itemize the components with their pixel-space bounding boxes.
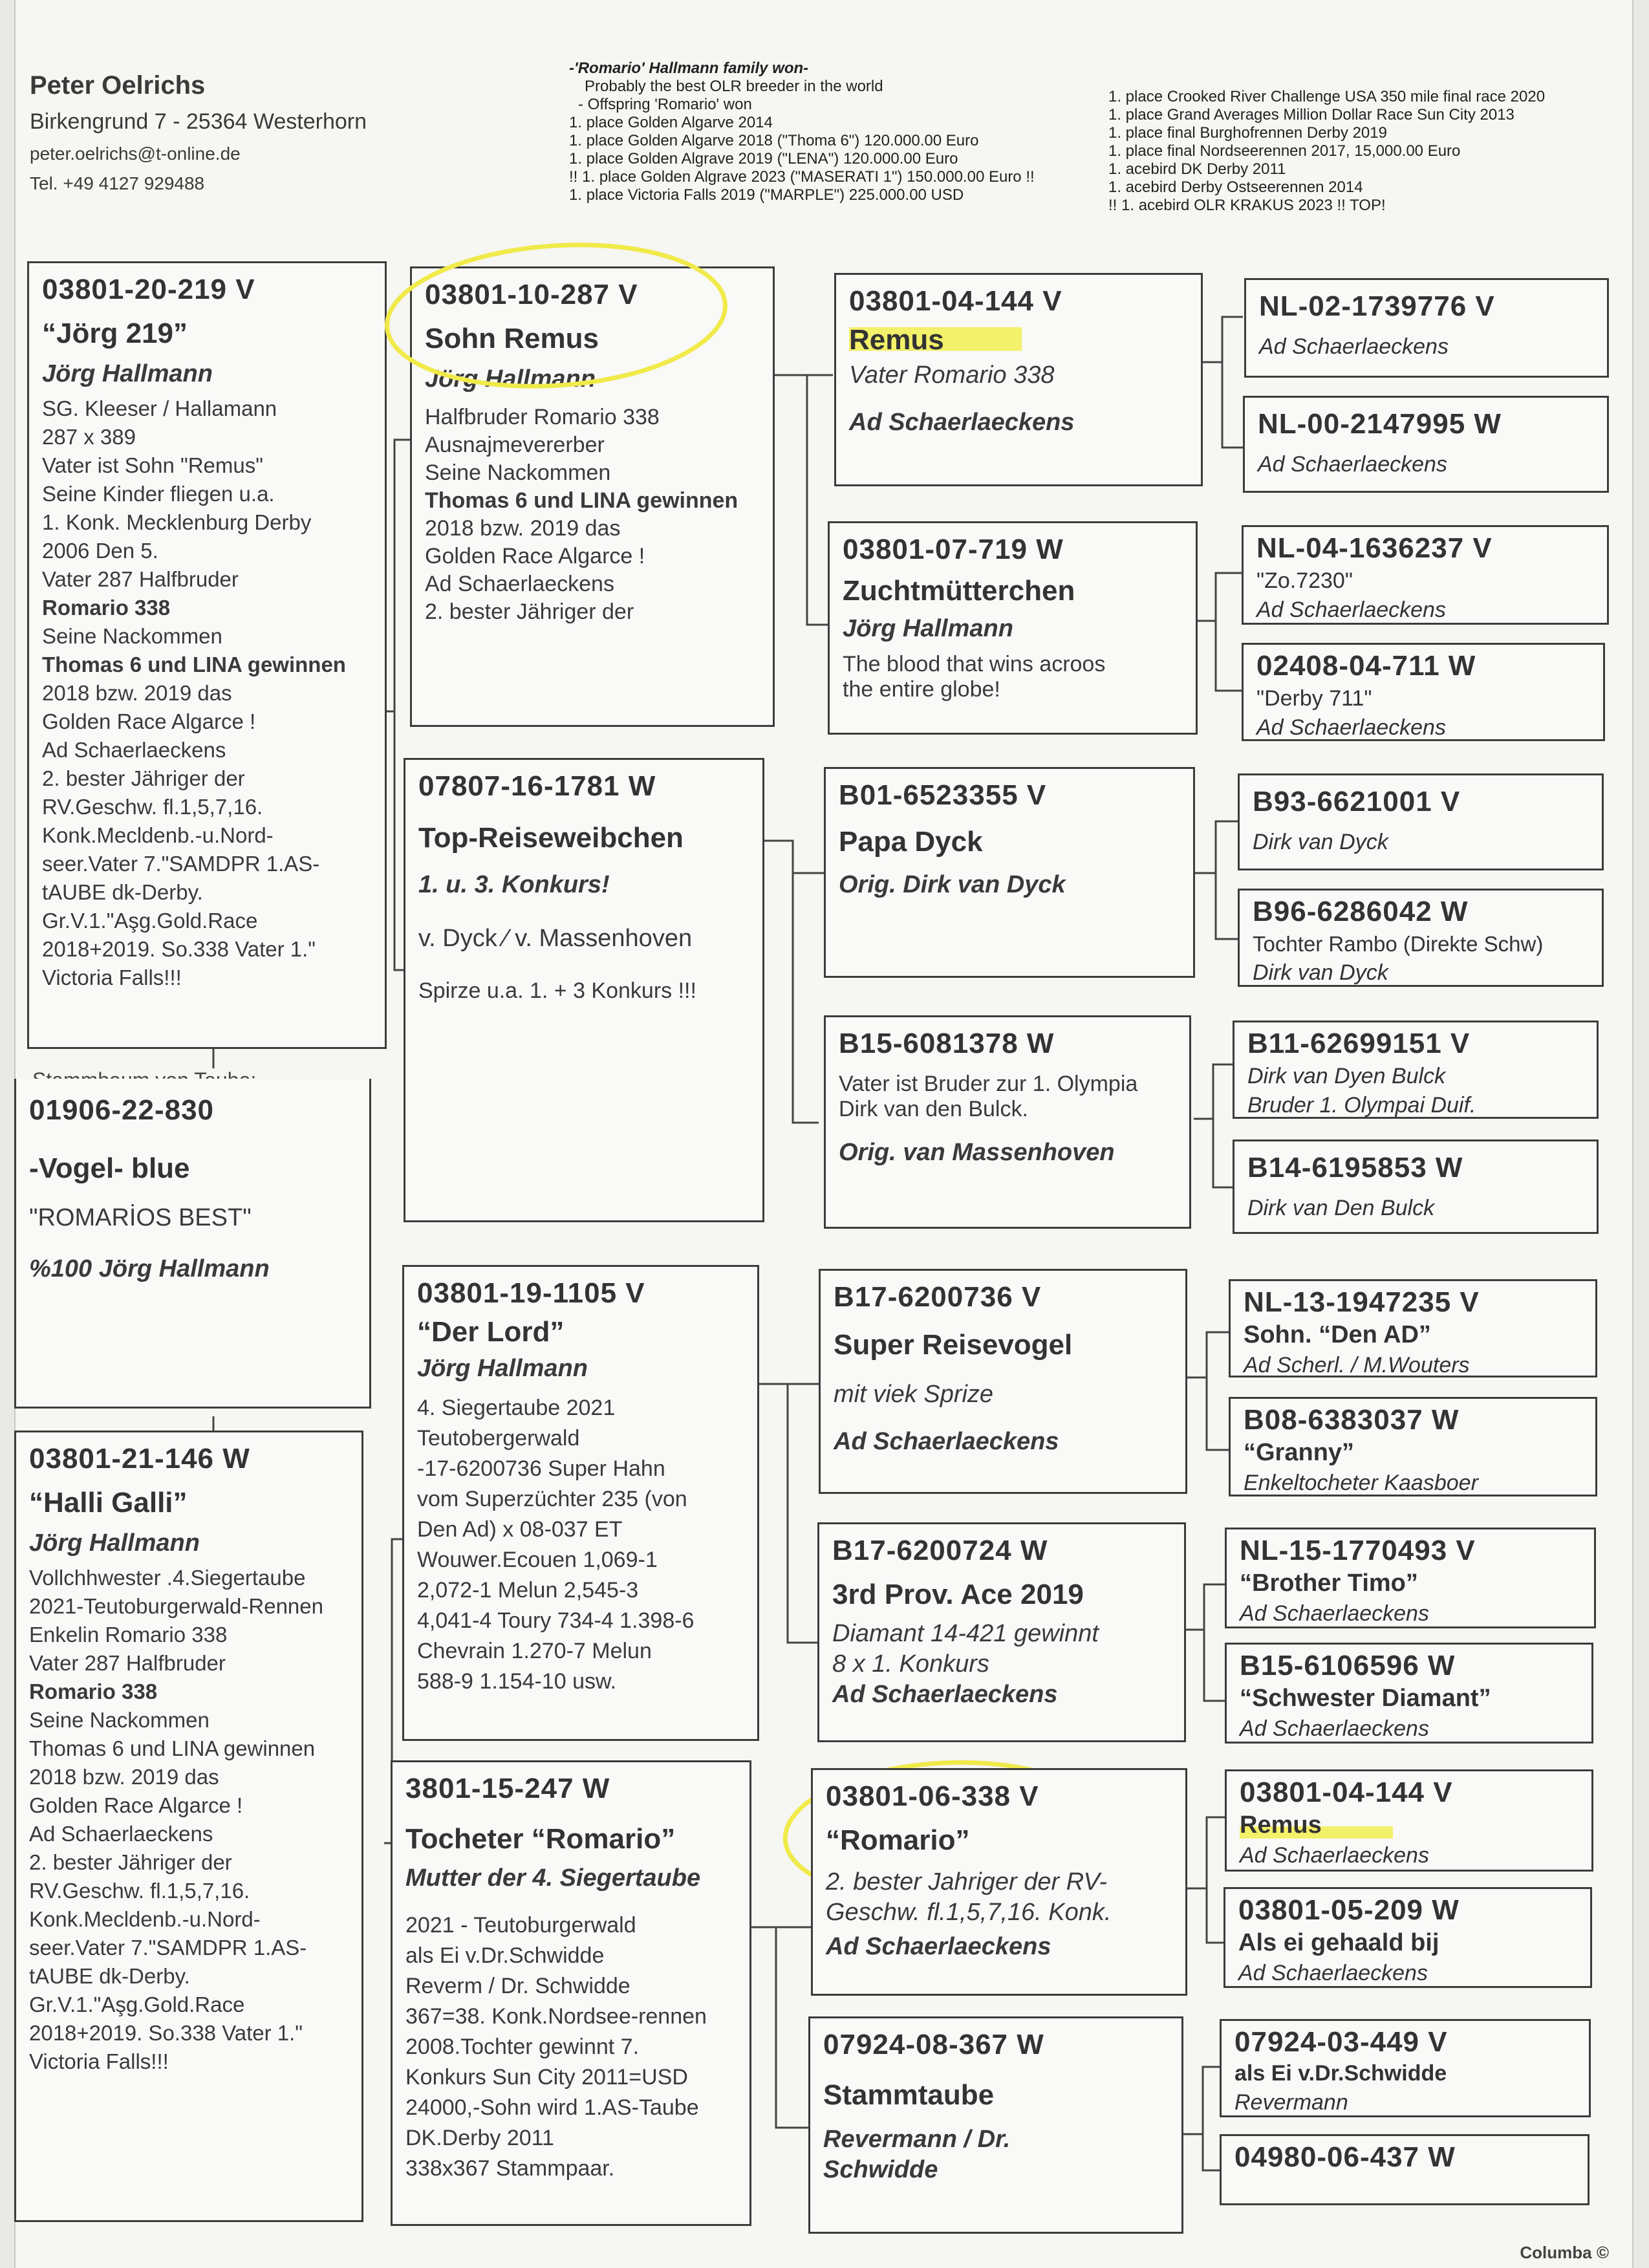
notes-center-line: 1. place Golden Algarve 2014 bbox=[569, 114, 773, 131]
great-grandparent-box bbox=[1223, 1887, 1592, 1988]
note-line: The blood that wins acroos bbox=[843, 652, 1106, 676]
great-grandparent-box bbox=[1229, 1397, 1597, 1496]
ring-number: 03801-19-1105 V bbox=[417, 1277, 645, 1309]
notes-right-line: 1. place final Burghofrennen Derby 2019 bbox=[1108, 124, 1387, 142]
grandparent-box bbox=[808, 2016, 1183, 2234]
ring-number: NL-13-1947235 V bbox=[1244, 1286, 1480, 1318]
note-line: “Brother Timo” bbox=[1240, 1570, 1418, 1597]
great-grandparent-box bbox=[1225, 1769, 1593, 1872]
note-line: Vater Romario 338 bbox=[849, 362, 1055, 389]
great-grandparent-box bbox=[1243, 396, 1609, 493]
ring-number: B17-6200736 V bbox=[834, 1281, 1042, 1313]
great-grandparent-box bbox=[1238, 773, 1604, 870]
breeder-name: Jörg Hallmann bbox=[417, 1355, 588, 1382]
dam-sire-description: 4. Siegertaube 2021 Teutobergerwald -17-6200736 Super Hahn vom Superzüchter 235 (von Den Ad) x 08-037 ET Wouwer.Ecouen 1,069-1 2,072-1 Melun 2,545-3 4,041-4 Toury 734-4 1.398-6 Chevrain 1.270-7 Melun 588-9 1.154-10 usw. bbox=[417, 1396, 695, 1694]
pigeon-name: Super Reisevogel bbox=[834, 1329, 1073, 1361]
note-line: als Ei v.Dr.Schwidde bbox=[1234, 2061, 1447, 2086]
breeder-name: Ad Schaerlaeckens bbox=[1258, 452, 1447, 477]
ring-number: 04980-06-437 W bbox=[1234, 2141, 1456, 2173]
grandparent-box bbox=[834, 273, 1203, 486]
notes-right-line: 1. place Crooked River Challenge USA 350 mile final race 2020 bbox=[1108, 88, 1546, 105]
note-line: Geschw. fl.1,5,7,16. Konk. bbox=[826, 1899, 1112, 1926]
pigeon-name: “Jörg 219” bbox=[42, 318, 188, 349]
notes-right-line: 1. place final Nordseerennen 2017, 15,000.00 Euro bbox=[1108, 142, 1461, 160]
subject-subtitle: "ROMARİOS BEST" bbox=[29, 1204, 252, 1231]
ring-number: 03801-20-219 V bbox=[42, 274, 255, 305]
note-line: "Derby 711" bbox=[1256, 686, 1372, 711]
notes-center-line: - Offspring 'Romario' won bbox=[578, 96, 752, 113]
pigeon-name: Sohn Remus bbox=[425, 323, 599, 354]
ring-number: NL-00-2147995 W bbox=[1258, 408, 1502, 440]
breeder-name: Ad Schaerlaeckens bbox=[1240, 1716, 1429, 1741]
owner-name: Peter Oelrichs bbox=[30, 71, 206, 100]
owner-phone: Tel. +49 4127 929488 bbox=[30, 173, 205, 193]
breeder-name: Ad Schaerlaeckens bbox=[832, 1681, 1058, 1708]
ring-number: B11-62699151 V bbox=[1247, 1028, 1471, 1059]
great-grandparent-box bbox=[1233, 1021, 1599, 1119]
note-line: 8 x 1. Konkurs bbox=[832, 1650, 989, 1678]
ring-number: 07924-03-449 V bbox=[1234, 2026, 1448, 2058]
notes-center-line: 1. place Victoria Falls 2019 ("MARPLE") 225.000.00 USD bbox=[569, 186, 964, 204]
ring-number: 03801-21-146 W bbox=[29, 1443, 250, 1474]
breeder-name: Ad Schaerlaeckens bbox=[1238, 1961, 1428, 1985]
grandparent-box bbox=[811, 1768, 1187, 1996]
great-grandparent-box bbox=[1242, 643, 1605, 741]
note-line: mit viek Sprize bbox=[834, 1381, 994, 1408]
note-line: Diamant 14-421 gewinnt bbox=[832, 1620, 1099, 1647]
grandparent-box bbox=[824, 1015, 1191, 1229]
pigeon-name: 3rd Prov. Ace 2019 bbox=[832, 1579, 1084, 1610]
great-grandparent-box bbox=[1225, 1643, 1593, 1744]
note-line: "Zo.7230" bbox=[1256, 568, 1353, 593]
breeder-name: Schwidde bbox=[823, 2156, 938, 2183]
great-grandparent-box bbox=[1229, 1279, 1597, 1377]
ring-number: B93-6621001 V bbox=[1253, 786, 1461, 817]
breeder-name: Ad Schaerlaeckens bbox=[1240, 1843, 1429, 1868]
sire-description: Halfbruder Romario 338 Ausnajmevererber Seine Nackommen Thomas 6 und LINA gewinnen 2018 bzw. 2019 das Golden Race Algarce ! Ad Schaerlaeckens 2. bester Jähriger der bbox=[425, 405, 738, 624]
note-line: Tochter Rambo (Direkte Schw) bbox=[1253, 932, 1544, 956]
notes-right-line: 1. place Grand Averages Million Dollar Race Sun City 2013 bbox=[1108, 106, 1514, 124]
great-grandparent-box bbox=[1225, 1528, 1596, 1628]
note-line: Vater ist Bruder zur 1. Olympia bbox=[839, 1072, 1138, 1096]
ring-number: 03801-10-287 V bbox=[425, 279, 638, 310]
ring-number: 07924-08-367 W bbox=[823, 2029, 1044, 2060]
pigeon-name: Remus bbox=[1240, 1811, 1393, 1839]
breeder-name: Dirk van Dyck bbox=[1253, 830, 1388, 854]
pigeon-name: “Romario” bbox=[826, 1824, 970, 1856]
owner-address: Birkengrund 7 - 25364 Westerhorn bbox=[30, 109, 367, 134]
great-grandparent-box bbox=[1242, 525, 1609, 625]
note-line: Als ei gehaald bij bbox=[1238, 1929, 1439, 1956]
ring-number: 3801-15-247 W bbox=[405, 1773, 610, 1804]
ring-number: 07807-16-1781 W bbox=[418, 770, 656, 802]
note-line: Enkeltocheter Kaasboer bbox=[1244, 1471, 1478, 1495]
breeder-name: Jörg Hallmann bbox=[843, 615, 1013, 642]
dam-dam-description: 2021 - Teutoburgerwald als Ei v.Dr.Schwidde Reverm / Dr. Schwidde 367=38. Konk.Nordsee-rennen 2008.Tochter gewinnt 7. Konkurs Sun City 2011=USD 24000,-Sohn wird 1.AS-Taube DK.Derby 2011 338x367 Stammpaar. bbox=[405, 1913, 707, 2181]
notes-center-line: !! 1. place Golden Algrave 2023 ("MASERATI 1") 150.000.00 Euro !! bbox=[569, 168, 1035, 186]
owner-email: peter.oelrichs@t-online.de bbox=[30, 144, 241, 164]
note-line: Bruder 1. Olympai Duif. bbox=[1247, 1093, 1476, 1118]
ring-number: NL-15-1770493 V bbox=[1240, 1535, 1476, 1566]
breeder-name: Dirk van Dyck bbox=[1253, 960, 1388, 985]
grandparent-box bbox=[819, 1269, 1187, 1494]
notes-center-line: 1. place Golden Algrave 2019 ("LENA") 120.000.00 Euro bbox=[569, 150, 958, 167]
ring-number: B08-6383037 W bbox=[1244, 1404, 1460, 1436]
pigeon-name: Papa Dyck bbox=[839, 826, 983, 858]
note-line: Dirk van den Bulck. bbox=[839, 1097, 1028, 1121]
note-line: Dirk van Dyen Bulck bbox=[1247, 1064, 1446, 1088]
great-grandparent-box bbox=[1233, 1139, 1599, 1234]
pigeon-name: Zuchtmütterchen bbox=[843, 575, 1075, 607]
pigeon-name: “Der Lord” bbox=[417, 1316, 565, 1348]
great-grandparent-box bbox=[1220, 2019, 1591, 2117]
breeder-name: Revermann bbox=[1234, 2090, 1348, 2115]
breeder-name: Ad Schaerlaeckens bbox=[1240, 1601, 1429, 1626]
notes-right-line: 1. acebird Derby Ostseerennen 2014 bbox=[1108, 178, 1363, 196]
ring-number: 03801-05-209 W bbox=[1238, 1894, 1460, 1926]
ring-number: 03801-04-144 V bbox=[1240, 1777, 1453, 1808]
ring-number: 01906-22-830 bbox=[29, 1094, 215, 1126]
breeder-name: Ad Schaerlaeckens bbox=[1256, 715, 1446, 740]
ring-number: NL-02-1739776 V bbox=[1259, 290, 1495, 322]
ring-number: 03801-06-338 V bbox=[826, 1780, 1039, 1812]
breeder-name: Orig. Dirk van Dyck bbox=[839, 871, 1066, 898]
pigeon-name: -Vogel- blue bbox=[29, 1152, 190, 1184]
great-grandparent-box bbox=[1238, 889, 1604, 987]
note-line: “Schwester Diamant” bbox=[1240, 1685, 1491, 1712]
pigeon-name: Tocheter “Romario” bbox=[405, 1823, 676, 1855]
ring-number: B14-6195853 W bbox=[1247, 1152, 1463, 1183]
breeder-name: %100 Jörg Hallmann bbox=[29, 1255, 270, 1282]
pigeon-name: Stammtaube bbox=[823, 2079, 995, 2111]
ring-number: 02408-04-711 W bbox=[1256, 650, 1476, 682]
ring-number: B01-6523355 V bbox=[839, 779, 1047, 811]
breeder-name: Jörg Hallmann bbox=[42, 360, 213, 387]
breeder-name: Jörg Hallmann bbox=[425, 365, 596, 393]
note-line: the entire globe! bbox=[843, 677, 1000, 702]
pigeon-name: “Halli Galli” bbox=[29, 1487, 188, 1518]
breeder-name: Ad Schaerlaeckens bbox=[1256, 598, 1446, 622]
breeder-name: Ad Scherl. / M.Wouters bbox=[1244, 1353, 1470, 1377]
great-grandparent-box bbox=[1220, 2134, 1590, 2205]
footer-brand: Columba © bbox=[1520, 2243, 1609, 2262]
notes-center-line: -'Romario' Hallmann family won- bbox=[569, 59, 809, 77]
breeder-name: Revermann / Dr. bbox=[823, 2126, 1011, 2153]
grandparent-box bbox=[828, 521, 1198, 735]
pigeon-name: Remus bbox=[849, 324, 1022, 356]
breeder-name: Orig. van Massenhoven bbox=[839, 1139, 1115, 1166]
note-line: “Granny” bbox=[1244, 1439, 1355, 1466]
ring-number: B17-6200724 W bbox=[832, 1535, 1048, 1566]
origin-line: v. Dyck ⁄ v. Massenhoven bbox=[418, 925, 693, 952]
notes-center-line: Probably the best OLR breeder in the world bbox=[585, 78, 883, 95]
ring-number: 03801-04-144 V bbox=[849, 285, 1062, 317]
breeder-name: Ad Schaerlaeckens bbox=[849, 409, 1075, 436]
great-grandparent-box bbox=[1244, 278, 1609, 378]
ring-number: B15-6081378 W bbox=[839, 1028, 1055, 1059]
note-line: Mutter der 4. Siegertaube bbox=[405, 1864, 701, 1892]
ring-number: B15-6106596 W bbox=[1240, 1650, 1456, 1681]
result-note: 1. u. 3. Konkurs! bbox=[418, 871, 610, 898]
father-description: SG. Kleeser / Hallamann 287 x 389 Vater ist Sohn "Remus" Seine Kinder fliegen u.a. 1. Konk. Mecklenburg Derby 2006 Den 5. Vater 287 Halfbruder Romario 338 Seine Nackommen Thomas 6 und LINA gewinnen 2018 bzw. 2019 das Golden Race Algarce ! Ad Schaerlaeckens 2. bester Jähriger der RV.Geschw. fl.1,5,7,16. Konk.Mecldenb.-u.Nord- seer.Vater 7."SAMDPR 1.AS- tAUBE dk-Derby. Gr.V.1."Aşg.Gold.Race 2018+2019. So.338 Vater 1." Victoria Falls!!! bbox=[42, 396, 346, 989]
notes-right-line: 1. acebird DK Derby 2011 bbox=[1108, 160, 1286, 178]
note-line: Spirze u.a. 1. + 3 Konkurs !!! bbox=[418, 978, 696, 1003]
note-line: Sohn. “Den AD” bbox=[1244, 1321, 1431, 1348]
ring-number: 03801-07-719 W bbox=[843, 534, 1064, 565]
notes-right-line: !! 1. acebird OLR KRAKUS 2023 !! TOP! bbox=[1108, 197, 1386, 214]
note-line: 2. bester Jahriger der RV- bbox=[826, 1868, 1108, 1895]
mother-description: Vollchhwester .4.Siegertaube 2021-Teutoburgerwald-Rennen Enkelin Romario 338 Vater 287 Halfbruder Romario 338 Seine Nackommen Thomas 6 und LINA gewinnen 2018 bzw. 2019 das Golden Race Algarce ! Ad Schaerlaeckens 2. bester Jähriger der RV.Geschw. fl.1,5,7,16. Konk.Mecldenb.-u.Nord- seer.Vater 7."SAMDPR 1.AS- tAUBE dk-Derby. Gr.V.1."Aşg.Gold.Race 2018+2019. So.338 Vater 1." Victoria Falls!!! bbox=[29, 1566, 323, 2073]
breeder-name: Ad Schaerlaeckens bbox=[834, 1428, 1059, 1455]
ring-number: B96-6286042 W bbox=[1253, 896, 1469, 927]
breeder-name: Ad Schaerlaeckens bbox=[826, 1933, 1051, 1960]
breeder-name: Dirk van Den Bulck bbox=[1247, 1196, 1435, 1220]
pigeon-name: Top-Reiseweibchen bbox=[418, 822, 684, 854]
breeder-name: Ad Schaerlaeckens bbox=[1259, 334, 1449, 359]
breeder-name: Jörg Hallmann bbox=[29, 1529, 200, 1557]
ring-number: NL-04-1636237 V bbox=[1256, 532, 1493, 564]
grandparent-box bbox=[817, 1522, 1186, 1742]
notes-center-line: 1. place Golden Algarve 2018 ("Thoma 6") 120.000.00 Euro bbox=[569, 132, 979, 149]
grandparent-box bbox=[824, 767, 1195, 978]
